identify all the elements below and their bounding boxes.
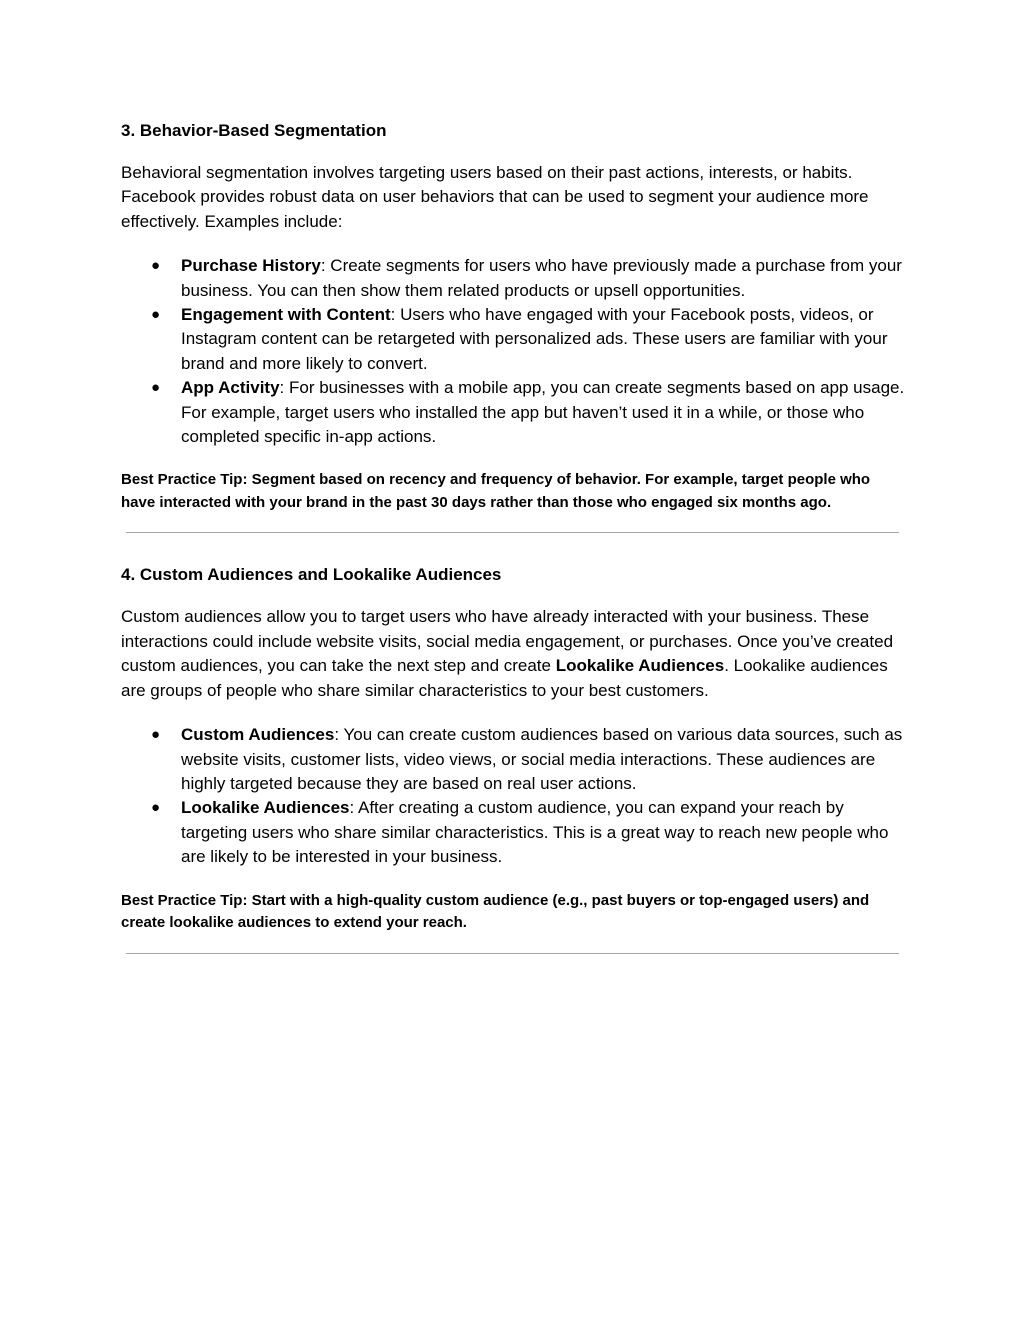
section-4-tip: Best Practice Tip: Start with a high-quality custom audience (e.g., past buyers or top-engaged users) and create lookalike audiences to extend your reach.: [121, 891, 870, 932]
section-4: [121, 563, 906, 953]
bullet-icon: ●: [151, 257, 161, 275]
bullet-icon: ●: [151, 726, 161, 744]
list-item: [121, 376, 906, 449]
section-4-heading: 4. Custom Audiences and Lookalike Audiences: [121, 565, 502, 585]
bullet-text: : Users who have engaged with your Facebook posts, videos, or Instagram content can be retargeted with personalized ads. These users are familiar with your brand and more likely to convert.: [181, 305, 888, 373]
document-content: [121, 119, 906, 954]
section-3-intro: Behavioral segmentation involves targeting users based on their past actions, interests, or habits. Facebook provides robust data on user behaviors that can be used to segment your audience more effectively. Examples include:: [121, 163, 869, 231]
section-4-bullet-list: [121, 723, 906, 869]
list-item: [121, 303, 906, 376]
section-3-bullet-list: [121, 254, 906, 449]
bullet-text: : Create segments for users who have previously made a purchase from your business. You can then show them related products or upsell opportunities.: [181, 256, 902, 300]
bullet-text: : For businesses with a mobile app, you can create segments based on app usage. For example, target users who installed the app but haven’t used it in a while, or those who completed specific in-app actions.: [181, 378, 905, 447]
bullet-term: Lookalike Audiences: [181, 798, 350, 818]
section-3-tip: Best Practice Tip: Segment based on recency and frequency of behavior. For example, target people who have interacted with your brand in the past 30 days rather than those who engaged six months ago.: [121, 471, 871, 511]
list-item: [121, 723, 906, 796]
section-divider: [126, 532, 899, 533]
list-item: [121, 796, 906, 869]
bullet-term: Purchase History: [181, 256, 321, 276]
bullet-text: : After creating a custom audience, you can expand your reach by targeting users who share similar characteristics. This is a great way to reach new people who are likely to be interested in your business.: [181, 798, 889, 867]
section-4-intro: [121, 605, 906, 703]
bullet-term: App Activity: [181, 378, 280, 398]
intro-text: Custom audiences allow you to target users who have already interacted with your business. These interactions could include website visits, social media engagement, or purchases. Once you’ve created custom audiences, you can take the next step and create: [121, 607, 894, 676]
bullet-term: Engagement with Content: [181, 305, 391, 325]
intro-bold-term: Lookalike Audiences: [555, 656, 725, 676]
bullet-icon: ●: [151, 799, 161, 817]
list-item: [121, 254, 906, 303]
bullet-text: : You can create custom audiences based on various data sources, such as website visits, customer lists, video views, or social media interactions. These audiences are highly targeted because they are based on real user actions.: [181, 725, 903, 793]
intro-text: . Lookalike audiences are groups of people who share similar characteristics to your best customers.: [121, 656, 888, 700]
bullet-icon: ●: [151, 306, 161, 324]
bullet-term: Custom Audiences: [181, 725, 335, 745]
section-divider: [126, 953, 899, 954]
bullet-icon: ●: [151, 379, 161, 397]
section-3-heading: 3. Behavior-Based Segmentation: [121, 121, 387, 140]
